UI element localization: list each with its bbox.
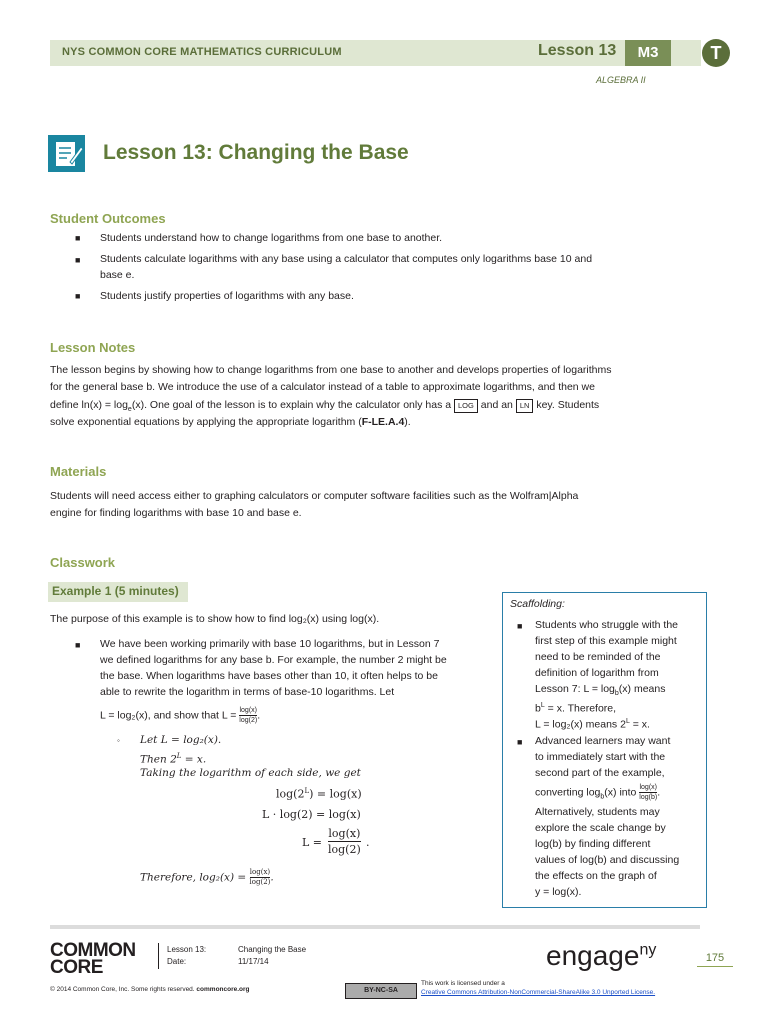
module-badge: M3 (625, 40, 671, 66)
scaffolding-line: Advanced learners may want (535, 735, 671, 747)
scaffolding-line: need to be reminded of the (535, 651, 661, 663)
bullet-icon: ■ (75, 640, 81, 650)
materials-line: engine for finding logarithms with base 10 and base e. (50, 507, 302, 519)
log-key: LOG (454, 399, 478, 413)
lesson-notepad-icon (48, 135, 85, 172)
teacher-badge: T (702, 39, 730, 67)
scaffolding-line: definition of logarithm from (535, 667, 659, 679)
notes-line: define $\ln(x) = \log_e(x)$. One goal of the lesson is to explain why the calculator only has a LOG and an LN key. Students (50, 399, 600, 414)
notes-line: solve exponential equations by applying the appropriate logarithm (F-LE.A.4). (50, 416, 411, 428)
footer-lesson-value: Changing the Base (238, 945, 307, 954)
scaffolding-line: explore the scale change by (535, 822, 666, 834)
footer-separator (158, 943, 159, 969)
curriculum-title: NYS COMMON CORE MATHEMATICS CURRICULUM (62, 46, 342, 58)
scaffolding-title: Scaffolding: (510, 598, 565, 610)
example-title: Example 1 (5 minutes) (52, 584, 179, 598)
example-line: the base. When logarithms have bases other than 10, it often helps to be (100, 670, 438, 682)
outcomes-heading: Student Outcomes (50, 211, 166, 226)
equation-period: . (366, 836, 370, 849)
classwork-heading: Classwork (50, 555, 116, 570)
bullet-icon: ■ (75, 233, 81, 243)
footer-divider (50, 925, 700, 929)
outcome-item: Students calculate logarithms with any base using a calculator that computes only logarithms base 10 and (100, 253, 593, 265)
header-lesson: Lesson 13 (538, 42, 617, 59)
example-line: able to rewrite the logarithm in terms of base-10 logarithms. Let (100, 686, 395, 698)
notes-line: The lesson begins by showing how to change logarithms from one base to another and develops properties of logarithms (50, 364, 612, 376)
scaffolding-line: converting $\log_b(x)$ into $\frac{\log(x)}{\log(b)}$ . (535, 784, 661, 801)
ln-key: LN (516, 399, 534, 413)
example-line: we defined logarithms for any base b. For example, the number 2 might be (100, 654, 447, 666)
common-core-logo: COMMON CORE (50, 940, 136, 978)
derivation-line: Taking the logarithm of each side, we get (140, 767, 361, 779)
notes-heading: Lesson Notes (50, 340, 136, 355)
materials-line: Students will need access either to graphing calculators or computer software facilities such as the Wolfram|Alpha (50, 490, 579, 502)
copyright: © 2014 Common Core, Inc. Some rights reserved. commoncore.org (50, 986, 250, 993)
bullet-icon: ■ (75, 255, 81, 265)
cc-license-badge: BY-NC-SA (345, 983, 417, 999)
materials-heading: Materials (50, 464, 107, 479)
equation: $\log(2^L) = \log(x)$ (276, 787, 362, 801)
license-link[interactable]: Creative Commons Attribution-NonCommercial-ShareAlike 3.0 Unported License. (421, 989, 656, 996)
scaffolding-line: the effects on the graph of (535, 870, 657, 882)
bullet-icon: ■ (517, 737, 523, 747)
equation: L · log(2) = log(x) (262, 808, 361, 821)
scaffolding-line: L = log₂(x) means $2^L = x$. (535, 718, 650, 731)
engageny-logo: engage$^{ny}$ (546, 940, 657, 971)
footer-date-label: Date: (167, 957, 187, 966)
footer-lesson-label: Lesson 13: (167, 945, 207, 954)
outcome-item: Students justify properties of logarithms with any base. (100, 290, 354, 302)
scaffolding-line: log(b) by finding different (535, 838, 651, 850)
example-purpose: The purpose of this example is to show how to find log₂(x) using log(x). (50, 613, 380, 625)
outcome-item-cont: base e. (100, 269, 135, 281)
notes-line: for the general base b. We introduce the use of a calculator instead of a table to approximate logarithms, and then we (50, 381, 595, 393)
example-line: We have been working primarily with base 10 logarithms, but in Lesson 7 (100, 638, 440, 650)
scaffolding-line: values of log(b) and discussing (535, 854, 680, 866)
page-number: 175 (697, 952, 733, 967)
scaffolding-line: Alternatively, students may (535, 806, 660, 818)
bullet-icon: ■ (517, 621, 523, 631)
footer-date-value: 11/17/14 (238, 957, 269, 966)
scaffolding-line: to immediately start with the (535, 751, 666, 763)
scaffolding-line: first step of this example might (535, 635, 677, 647)
course-label: ALGEBRA II (596, 75, 646, 85)
equation-fraction: log(x) log(2) (328, 827, 361, 856)
scaffolding-line: $b^L = x$. Therefore, (535, 702, 617, 715)
scaffolding-line: Students who struggle with the (535, 619, 679, 631)
license-text: This work is licensed under a (421, 980, 505, 987)
derivation-line: Then $2^L = x$. (140, 752, 207, 766)
therefore-line: Therefore, log₂(x) = $\frac{\log(x)}{\log(2)}$ . (140, 868, 274, 886)
bullet-icon: ■ (75, 291, 81, 301)
scaffolding-line: second part of the example, (535, 767, 665, 779)
sub-bullet-icon: ◦ (117, 736, 120, 745)
derivation-line: Let L = log₂(x). (140, 734, 222, 746)
scaffolding-line: y = log(x). (535, 886, 582, 898)
scaffolding-line: Lesson 7: $L = \log_b(x)$ means (535, 683, 666, 698)
example-line: L = log₂(x), and show that L = $\frac{\log(x)}{\log(2)}$ . (100, 707, 261, 724)
lesson-title: Lesson 13: Changing the Base (103, 141, 409, 164)
equation: L = (302, 836, 323, 849)
outcome-item: Students understand how to change logarithms from one base to another. (100, 232, 443, 244)
